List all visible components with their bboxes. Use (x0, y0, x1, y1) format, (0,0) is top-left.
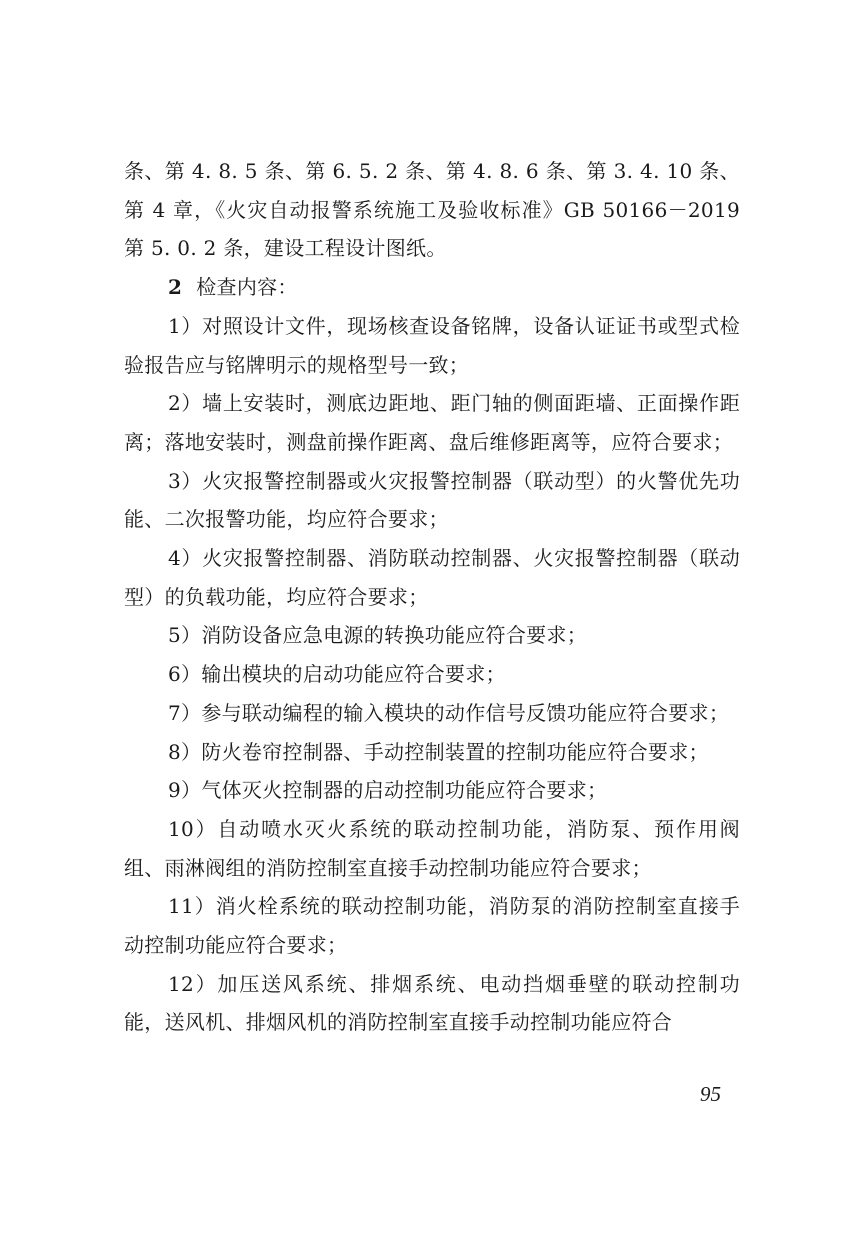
list-item: 5）消防设备应急电源的转换功能应符合要求； (168, 623, 588, 648)
body-text (124, 152, 740, 1042)
list-item: 10）自动喷水灭火系统的联动控制功能，消防泵、预作用阀组、雨淋阀组的消防控制室直接手动控制功能应符合要求； (124, 816, 740, 880)
list-item: 12）加压送风系统、排烟系统、电动挡烟垂壁的联动控制功能，送风机、排烟风机的消防控制室直接手动控制功能应符合 (124, 971, 740, 1035)
section-number: 2 (168, 275, 183, 300)
page-number: 95 (700, 1082, 721, 1106)
list-item: 7）参与联动编程的输入模块的动作信号反馈功能应符合要求； (168, 700, 730, 725)
list-item: 1）对照设计文件，现场核查设备铭牌，设备认证证书或型式检验报告应与铭牌明示的规格型号一致； (124, 313, 740, 377)
list-item: 11）消火栓系统的联动控制功能，消防泵的消防控制室直接手动控制功能应符合要求； (124, 894, 740, 958)
continuation-paragraph: 条、第 4. 8. 5 条、第 6. 5. 2 条、第 4. 8. 6 条、第 3. 4. 10 条、第 4 章，《火灾自动报警系统施工及验收标准》GB 50166－2019 第 5. 0. 2 条，建设工程设计图纸。 (124, 159, 740, 261)
section-title: 检查内容： (196, 275, 298, 300)
list-item: 9）气体灭火控制器的启动控制功能应符合要求； (168, 778, 608, 803)
list-item: 6）输出模块的启动功能应符合要求； (168, 662, 506, 687)
list-item: 3）火灾报警控制器或火灾报警控制器（联动型）的火警优先功能、二次报警功能，均应符合要求； (124, 468, 740, 532)
section-heading (124, 268, 740, 307)
list-item: 2）墙上安装时，测底边距地、距门轴的侧面距墙、正面操作距离；落地安装时，测盘前操作距离、盘后维修距离等，应符合要求； (124, 391, 740, 454)
list-item: 8）防火卷帘控制器、手动控制装置的控制功能应符合要求； (168, 739, 709, 764)
list-item: 4）火灾报警控制器、消防联动控制器、火灾报警控制器（联动型）的负载功能，均应符合要求； (124, 546, 740, 609)
